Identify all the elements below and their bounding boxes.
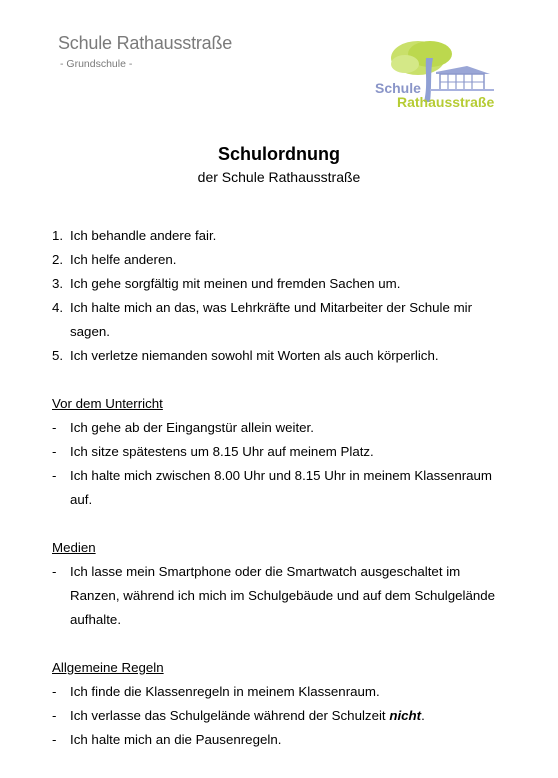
section-heading: Medien [52,540,96,555]
list-dash: - [52,468,57,483]
list-dash: - [52,708,57,723]
school-type: - Grundschule - [60,58,133,70]
school-name: Schule Rathausstraße [58,33,233,53]
rule-text: Ich behandle andere fair. [70,228,217,243]
section-heading: Vor dem Unterricht [52,396,163,411]
list-dash: - [52,564,57,579]
rule-text: Ich sitze spätestens um 8.15 Uhr auf meinem Platz. [70,444,374,459]
list-item [52,344,512,368]
document-subtitle: der Schule Rathausstraße [197,169,361,185]
list-number: 2. [52,252,64,267]
section-vor-dem-unterricht [52,392,512,512]
emphasis-text: nicht [389,708,422,723]
rule-text [70,704,512,728]
list-item [52,296,512,344]
list-item [52,224,512,248]
rule-text: Ich gehe ab der Eingangstür allein weiter. [70,420,314,435]
list-number: 1. [52,228,64,243]
logo-text-rathausstrasse: Rathausstraße [397,94,495,110]
rule-text: Ich halte mich zwischen 8.00 Uhr und 8.15 Uhr in meinem Klassenraum auf. [70,468,493,507]
section-allgemeine-regeln [52,656,512,752]
list-dash: - [52,684,57,699]
list-number: 4. [52,300,64,315]
list-number: 3. [52,276,64,291]
list-item [52,680,512,704]
rule-text-end: . [421,708,425,723]
list-dash: - [52,732,57,747]
rule-text: Ich gehe sorgfältig mit meinen und fremden Sachen um. [70,276,401,291]
document-body [52,224,512,752]
rule-text: Ich halte mich an die Pausenregeln. [70,732,282,747]
rule-text-start: Ich verlasse das Schulgelände während der Schulzeit [70,708,390,723]
list-item [52,464,512,512]
rule-text: Ich verletze niemanden sowohl mit Worten als auch körperlich. [70,348,439,363]
rule-text: Ich finde die Klassenregeln in meinem Klassenraum. [70,684,380,699]
list-item [52,416,512,440]
rule-text: Ich helfe anderen. [70,252,177,267]
document-title: Schulordnung [218,144,340,164]
list-item [52,272,512,296]
list-number: 5. [52,348,64,363]
list-dash: - [52,420,57,435]
logo-text-schule: Schule [375,80,421,96]
list-item [52,704,512,728]
list-item [52,728,512,752]
list-item [52,248,512,272]
rule-text: Ich lasse mein Smartphone oder die Smartwatch ausgeschaltet im Ranzen, während ich mich im Schulgebäude und auf dem Schulgelände aufhalte. [70,564,496,627]
section-heading: Allgemeine Regeln [52,660,164,675]
list-item [52,560,512,632]
rules-list [52,224,512,368]
section-medien [52,536,512,632]
list-dash: - [52,444,57,459]
list-item [52,440,512,464]
rule-text: Ich halte mich an das, was Lehrkräfte und Mitarbeiter der Schule mir sagen. [70,300,473,339]
